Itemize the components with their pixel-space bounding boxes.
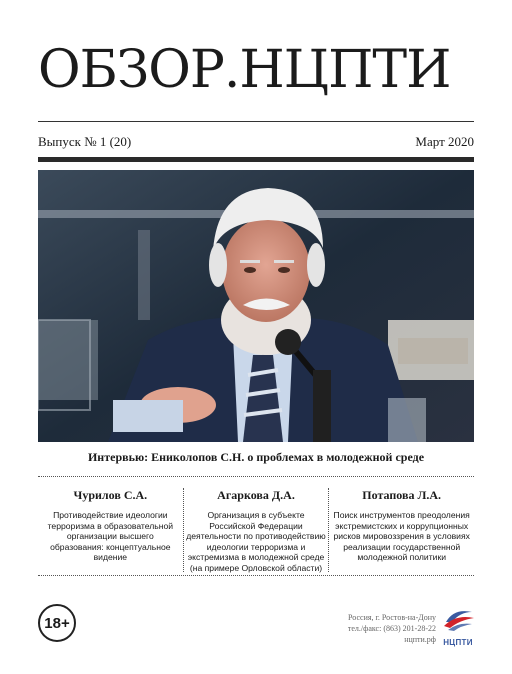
article-author: Потапова Л.А. [362, 488, 442, 502]
contacts-block [348, 612, 436, 645]
caption-divider [38, 476, 474, 477]
article-1[interactable] [38, 488, 183, 572]
header-rule [38, 121, 474, 122]
issue-number: Выпуск № 1 (20) [38, 134, 132, 149]
ncpti-logo [440, 604, 476, 647]
article-2[interactable] [183, 488, 329, 572]
article-title: Организация в субъекте Российской Федерации деятельности по противодействию идеологии терроризма и экстремизма в молодежной среде (на примере Орловской области) [186, 510, 326, 573]
article-3[interactable] [328, 488, 474, 572]
article-author: Чурилов С.А. [73, 488, 148, 502]
issue-rule [38, 157, 474, 162]
cover-caption: Интервью: Ениколопов С.Н. о проблемах в молодежной среде [87, 450, 425, 464]
cover-photo-illustration [38, 170, 474, 442]
article-title: Противодействие идеологии терроризма в образовательной организации высшего образования: концептуальное видение [47, 510, 174, 563]
issue-date: Март 2020 [415, 134, 474, 149]
logo-text: НЦПТИ [443, 638, 473, 647]
address-text: Россия, г. Ростов-на-Дону [348, 613, 436, 622]
article-author: Агаркова Д.А. [217, 488, 295, 502]
globe-swirl-icon [440, 604, 476, 632]
articles-divider [38, 575, 474, 576]
cover-photo [38, 170, 474, 442]
masthead-title: ОБЗОР.НЦПТИ [38, 40, 451, 100]
articles-row [38, 488, 474, 572]
issue-line [38, 134, 474, 150]
age-rating-badge: 18+ [38, 604, 76, 642]
phone-text: тел./факс: (863) 201-28-22 [347, 624, 436, 633]
site-link[interactable]: нцпти.рф [404, 635, 436, 644]
article-title: Поиск инструментов преодоления экстремистских и коррупционных рисков мировоззрения в условиях реализации государственной молодежной политики [333, 510, 470, 563]
